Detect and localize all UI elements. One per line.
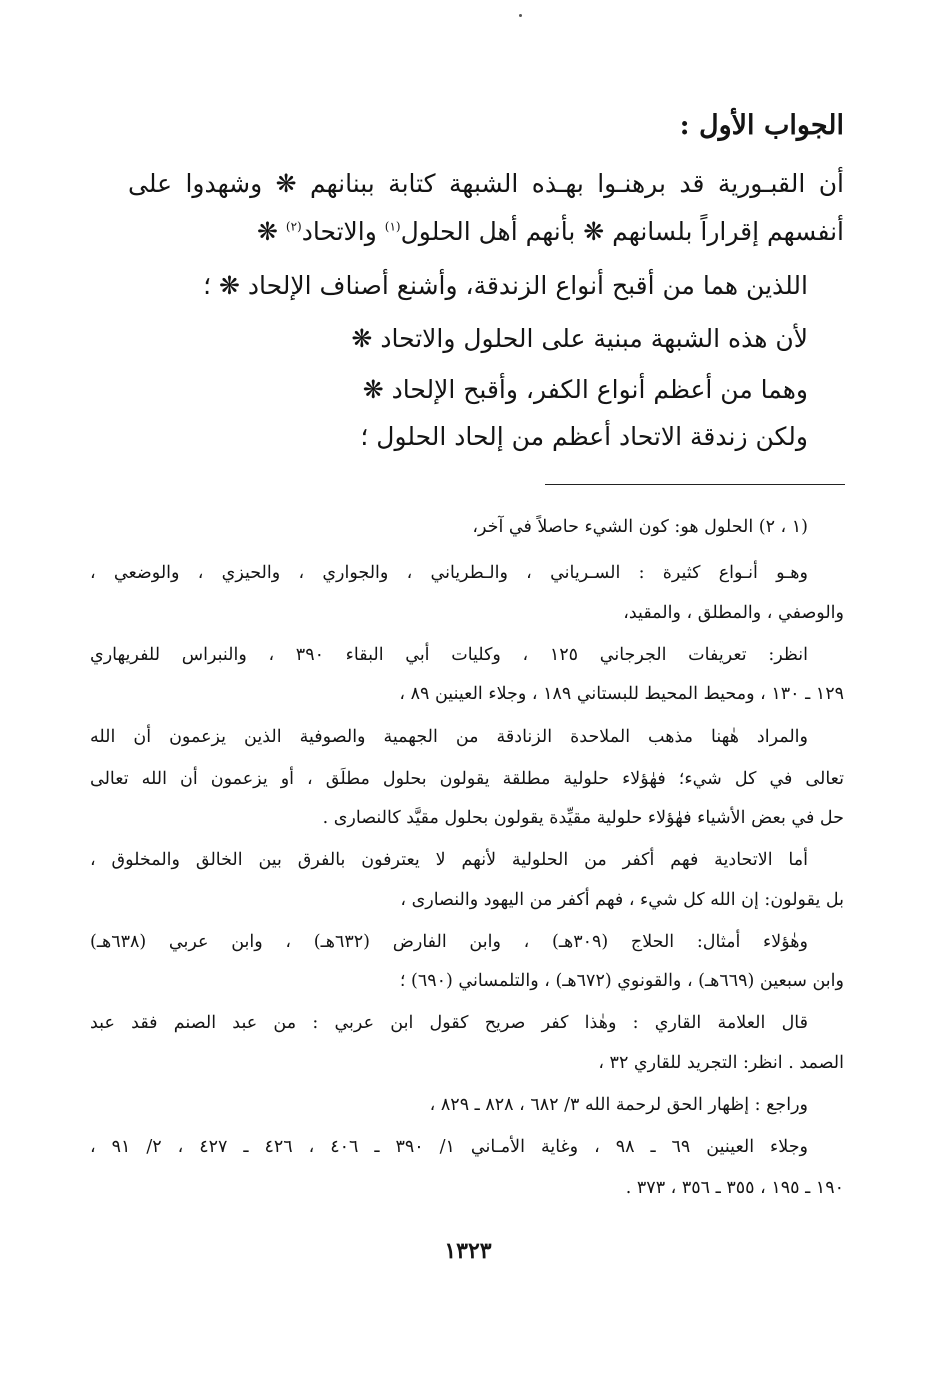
page-number: ١٣٢٣ (444, 1238, 492, 1264)
footnote-line: ١٩٠ ـ ١٩٥ ، ٣٥٥ ـ ٣٥٦ ، ٣٧٣ . (625, 1178, 844, 1198)
footnote-line: ١٢٩ ـ ١٣٠ ، ومحيط المحيط للبستاني ١٨٩ ، وجلاء العينين ٨٩ ، (399, 684, 844, 704)
footnote-line: والمراد هٰهنا مذهب الملاحدة الزنادقة من الجهمية والصوفية الذين يزعمون أن الله (90, 727, 808, 747)
body-line-text: والاتحاد (301, 217, 377, 246)
body-line-text: ❋ (256, 217, 278, 246)
body-line: أن القبـورية قد برهنـوا بهـذه الشبهة كتابة ببنانهم ❋ وشهدوا على (128, 169, 844, 198)
section-heading: الجواب الأول : (679, 110, 844, 141)
footnote-ref: (١) (384, 219, 401, 234)
verse-line: اللذين هما من أقبح أنواع الزندقة، وأشنع أصناف الإلحاد ❋ ؛ (203, 271, 808, 300)
footnote-line: قال العلامة القاري : وهٰذا كفر صريح كقول ابن عربي : من عبد الصنم فقد عبد (90, 1013, 808, 1033)
footnote-line: حل في بعض الأشياء فهٰؤلاء حلولية مقيِّدة يقولون بحلول مقيَّد كالنصارى . (322, 808, 844, 828)
footnote-line: تعالى في كل شيء؛ فهٰؤلاء حلولية مطلقة يقولون بحلول مطلَق ، أو يزعمون أن الله تعالى (90, 769, 844, 789)
footnote-ref: (٢) (285, 219, 302, 234)
footnote-line: وابن سبعين (٦٦٩هـ) ، والقونوي (٦٧٢هـ) ، والتلمساني (٦٩٠) ؛ (399, 971, 844, 991)
footnote-line: انظر: تعريفات الجرجاني ١٢٥ ، وكليات أبي البقاء ٣٩٠ ، والنبراس للفريهاري (90, 645, 808, 665)
footnote-separator (545, 484, 845, 485)
footnote-line: (١ ، ٢) الحلول هو: كون الشيء حاصلاً في آخر، (472, 517, 808, 537)
verse-line: لأن هذه الشبهة مبنية على الحلول والاتحاد ❋ (351, 324, 808, 353)
footnote-line: وراجع : إظهار الحق لرحمة الله ٣/ ٦٨٢ ، ٨٢٨ ـ ٨٢٩ ، (429, 1095, 808, 1115)
footnote-line: والوصفي ، والمطلق ، والمقيد، (623, 603, 844, 623)
footnote-line: بل يقولون: إن الله كل شيء ، فهم أكفر من اليهود والنصارى ، (400, 890, 844, 910)
body-line (257, 212, 844, 252)
footnote-line: الصمد . انظر: التجريد للقاري ٣٢ ، (598, 1053, 844, 1073)
verse-line: وهما من أعظم أنواع الكفر، وأقبح الإلحاد ❋ (362, 375, 808, 404)
footnote-line: أما الاتحادية فهم أكفر من الحلولية لأنهم لا يعترفون بالفرق بين الخالق والمخلوق ، (90, 850, 808, 870)
scan-mark (519, 14, 522, 17)
body-line-text: أنفسهم إقراراً بلسانهم ❋ بأنهم أهل الحلول (400, 217, 844, 246)
footnote-line: وجلاء العينين ٦٩ ـ ٩٨ ، وغاية الأمـاني ١/ ٣٩٠ ـ ٤٠٦ ، ٤٢٦ ـ ٤٢٧ ، ٢/ ٩١ ، (90, 1137, 808, 1157)
footnote-line: وهٰؤلاء أمثال: الحلاج (٣٠٩هـ) ، وابن الفارض (٦٣٢هـ) ، وابن عربي (٦٣٨هـ) (90, 932, 808, 952)
footnote-line: وهـو أنـواع كثيرة : السـرياني ، والـطرياني ، والجواري ، والحيزي ، والوضعي ، (90, 563, 808, 583)
verse-line: ولكن زندقة الاتحاد أعظم من إلحاد الحلول ؛ (360, 422, 808, 451)
